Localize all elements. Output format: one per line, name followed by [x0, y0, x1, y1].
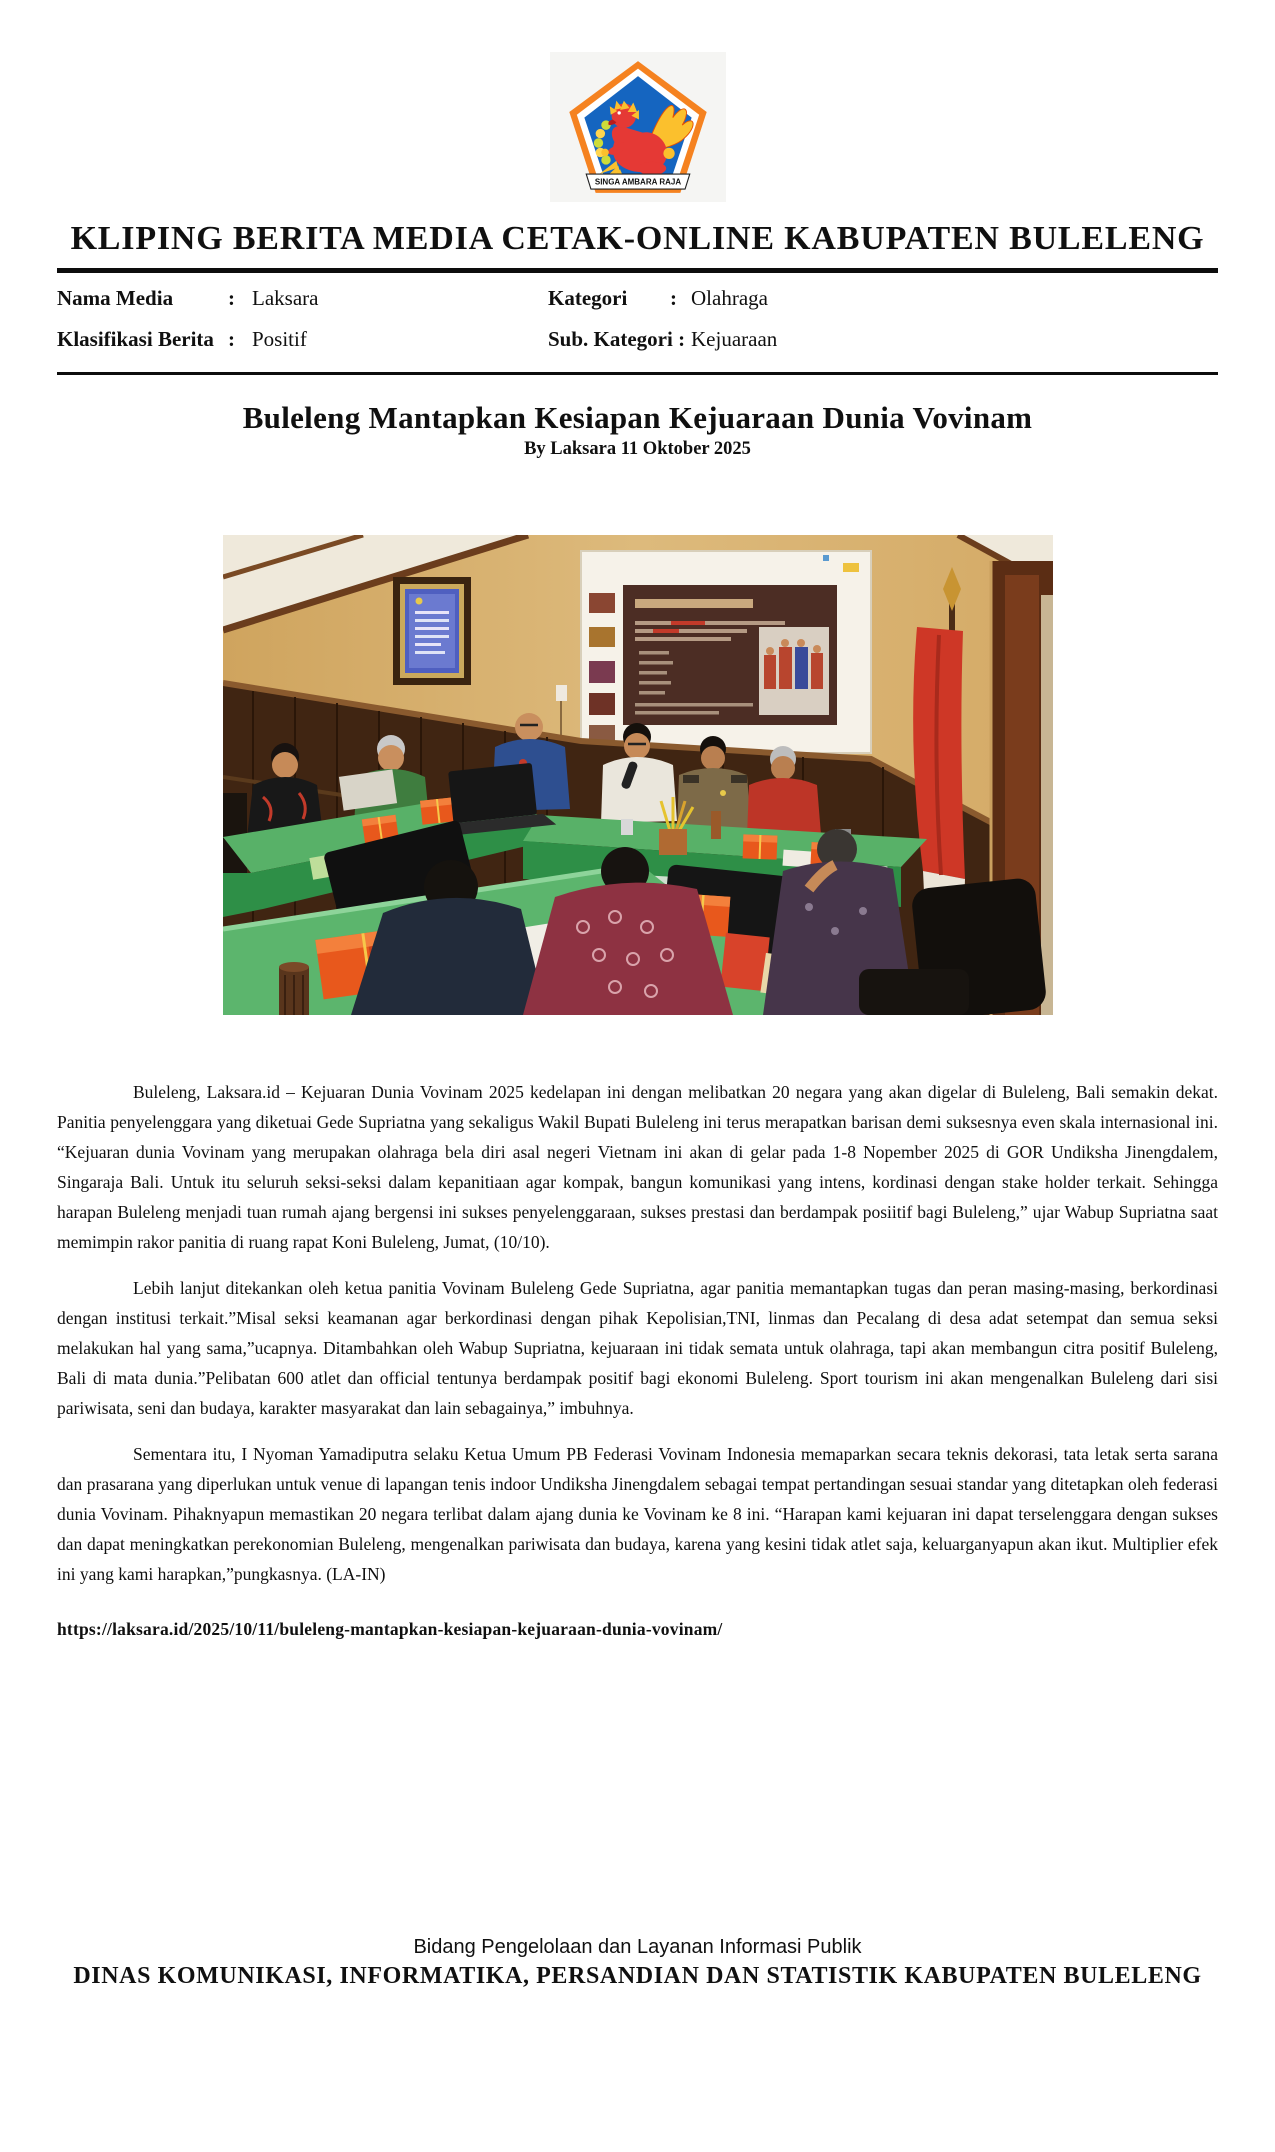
article-body [57, 1077, 1218, 1589]
bottle [711, 811, 721, 839]
projector-screen [581, 551, 871, 753]
article-paragraph-3: Sementara itu, I Nyoman Yamadiputra selaku Ketua Umum PB Federasi Vovinam Indonesia memaparkan secara teknis dekorasi, tata letak serta sarana dan prasarana yang diperlukan untuk venue di lapangan tenis indoor Undiksha Jinengdalem sebagai tempat pertandingan sesuai standar yang ditetapkan oleh federasi dunia Vovinam. Pihaknyapun memastikan 20 negara terlibat dalam ajang dunia ke Vovinam ke 8 ini. “Harapan kami kejuaran ini dapat terselenggara dengan sukses dan dapat meningkatkan perekonomian Buleleng, mengenalkan pariwisata dan budaya, karena yang kesini tidak atlet saja, keluarganyapun akan ikut. Multiplier efek ini yang kami harapkan,”pungkasnya. (LA-IN) [57, 1444, 1218, 1584]
framed-certificate [393, 577, 471, 685]
svg-text:SINGA AMBARA RAJA: SINGA AMBARA RAJA [594, 177, 681, 187]
kliping-document-page [0, 52, 1275, 1990]
nama-media-value: Laksara [252, 286, 319, 310]
colon: : [228, 327, 235, 351]
meta-row-1 [57, 278, 1218, 319]
article-byline: By Laksara 11 Oktober 2025 [524, 439, 751, 459]
klasifikasi-label: Klasifikasi Berita [57, 327, 214, 351]
meeting-photo-graphic [223, 535, 1053, 1015]
sub-kategori-label: Sub. Kategori : [548, 327, 686, 351]
header-divider [57, 268, 1218, 273]
article-title: Buleleng Mantapkan Kesiapan Kejuaraan Dunia Vovinam [242, 400, 1033, 435]
document-title: KLIPING BERITA MEDIA CETAK-ONLINE KABUPATEN BULELENG [70, 220, 1205, 257]
media-meta-table [57, 278, 1218, 360]
document-footer [57, 1936, 1218, 1990]
cup [621, 819, 633, 835]
klasifikasi-value: Positif [252, 327, 307, 351]
wall-outlet [556, 685, 567, 701]
singa-ambara-raja-emblem-icon [558, 54, 718, 200]
colon: : [670, 286, 677, 310]
colon: : [228, 286, 235, 310]
footer-agency: DINAS KOMUNIKASI, INFORMATIKA, PERSANDIAN DAN STATISTIK KABUPATEN BULELENG [73, 1963, 1202, 1989]
nama-media-label: Nama Media [57, 286, 174, 310]
sub-kategori-value: Kejuaraan [691, 327, 778, 351]
emblem-banner [586, 174, 690, 189]
article-paragraph-1: Buleleng, Laksara.id – Kejuaran Dunia Vovinam 2025 kedelapan ini dengan melibatkan 20 negara yang akan digelar di Buleleng, Bali semakin dekat. Panitia penyelenggara yang diketuai Gede Supriatna yang sekaligus Wakil Bupati Buleleng ini terus merapatkan barisan demi suksesnya even skala internasional ini. “Kejuaran dunia Vovinam yang merupakan olahraga bela diri asal negeri Vietnam ini akan di gelar pada 1-8 Nopember 2025 di GOR Undiksha Jinengdalem, Singaraja Bali. Untuk itu seluruh seksi-seksi dalam kepanitiaan agar kompak, bangun komunikasi yang intens, kordinasi dengan stake holder terkait. Sehingga harapan Buleleng menjadi tuan rumah ajang bergensi ini sukses penyelenggaraan, sukses prestasi dan berdampak posiitif bagi Buleleng,” ujar Wabup Supriatna saat memimpin rakor panitia di ruang rapat Koni Buleleng, Jumat, (10/10). [57, 1082, 1218, 1252]
snack-box [742, 834, 777, 859]
kategori-value: Olahraga [691, 286, 768, 310]
article-photo [223, 535, 1053, 1015]
footer-division: Bidang Pengelolaan dan Layanan Informasi Publik [413, 1936, 862, 1958]
buleleng-emblem-logo [550, 52, 726, 202]
meta-row-2 [57, 319, 1218, 360]
snack-box [420, 797, 456, 824]
article-paragraph-2: Lebih lanjut ditekankan oleh ketua panitia Vovinam Buleleng Gede Supriatna, agar panitia memantapkan tugas dan peran masing-masing, berkordinasi dengan institusi terkait.”Misal seksi keamanan agar berkordinasi dengan pihak Kepolisian,TNI, linmas dan Pecalang di desa adat setempat dan semua seksi melakukan hal yang sama,”ucapnya. Ditambahkan oleh Wabup Supriatna, kejuaraan ini tidak semata untuk olahraga, tapi akan membangun citra positif Buleleng, Bali di mata dunia.”Pelibatan 600 atlet dan official tentunya berdampak positif bagi ekonomi Buleleng. Sport tourism ini akan mengenalkan Buleleng dari sisi pariwisata, seni dan budaya, karakter masyarakat dan lain sebagainya,” imbuhnya. [57, 1278, 1218, 1418]
source-url-link[interactable]: https://laksara.id/2025/10/11/buleleng-mantapkan-kesiapan-kejuaraan-dunia-vovinam/ [57, 1619, 723, 1639]
office-chair [859, 969, 969, 1015]
kategori-label: Kategori [548, 286, 628, 310]
wooden-cup [279, 962, 309, 1015]
meta-divider [57, 372, 1218, 375]
